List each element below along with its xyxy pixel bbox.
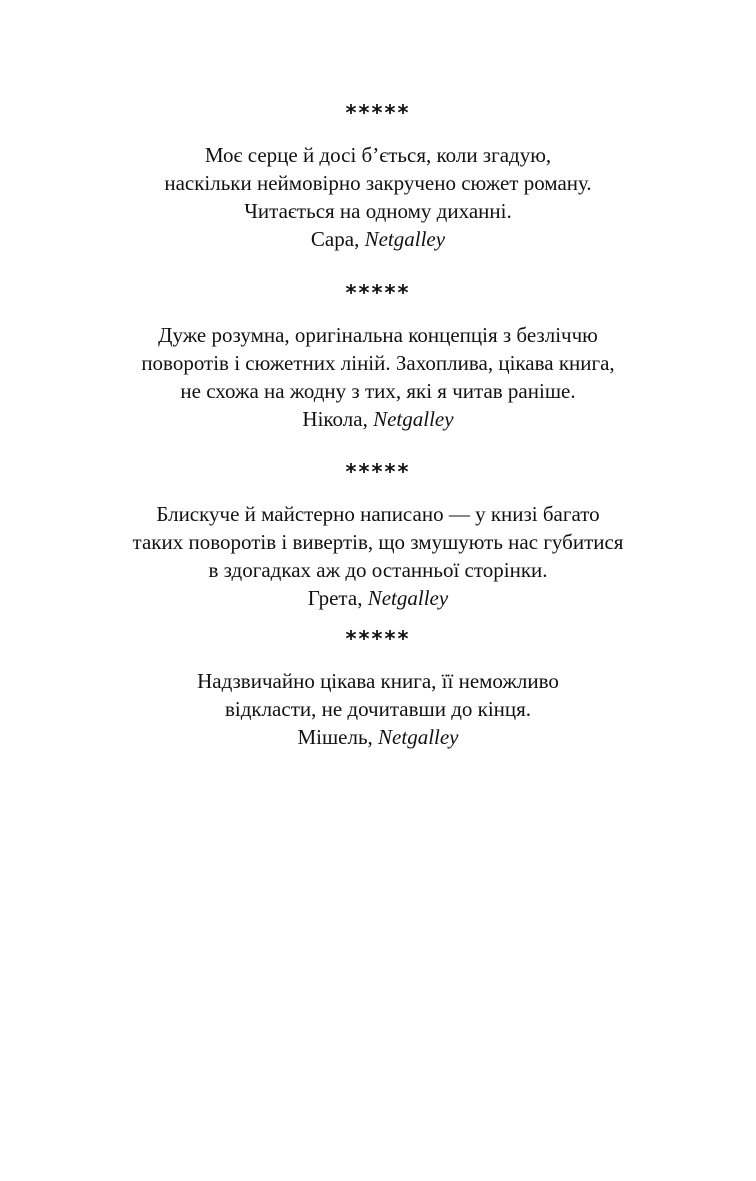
reviewer-name: Мішель, (297, 725, 373, 749)
review-text-line: Дуже розумна, оригінальна концепція з безліччю (158, 323, 598, 347)
review-text-line: Читається на одному диханні. (244, 199, 512, 223)
review-source: Netgalley (367, 586, 449, 610)
review-text-line: таких поворотів і вивертів, що змушують нас губитися (132, 530, 624, 554)
review-text-line: не схожа на жодну з тих, які я читав раніше. (180, 379, 576, 403)
review-text-line: відкласти, не дочитавши до кінця. (224, 697, 532, 721)
review-block (60, 281, 696, 433)
review-text-line: Блискуче й майстерно написано — у книзі багато (156, 502, 600, 526)
review-text-line: Моє серце й досі б’ється, коли згадую, (204, 143, 552, 167)
review-source: Netgalley (364, 227, 446, 251)
review-block (60, 627, 696, 751)
reviewer-name: Сара, (310, 227, 360, 251)
review-attribution (60, 225, 696, 253)
review-text-line: наскільки неймовірно закручено сюжет роману. (164, 171, 592, 195)
star-rating: ***** (345, 101, 411, 125)
reviewer-name: Грета, (307, 586, 363, 610)
star-rating: ***** (345, 627, 411, 651)
review-block (60, 101, 696, 253)
review-text-line: в здогадках аж до останньої сторінки. (208, 558, 548, 582)
star-rating: ***** (345, 281, 411, 305)
review-attribution (60, 723, 696, 751)
review-text-line: поворотів і сюжетних ліній. Захоплива, цікава книга, (141, 351, 615, 375)
review-attribution (60, 405, 696, 433)
reviewer-name: Нікола, (302, 407, 368, 431)
review-text-line: Надзвичайно цікава книга, її неможливо (197, 669, 559, 693)
review-source: Netgalley (373, 407, 454, 431)
review-block (60, 460, 696, 612)
review-attribution (60, 584, 696, 612)
star-rating: ***** (345, 460, 411, 484)
review-source: Netgalley (378, 725, 459, 749)
